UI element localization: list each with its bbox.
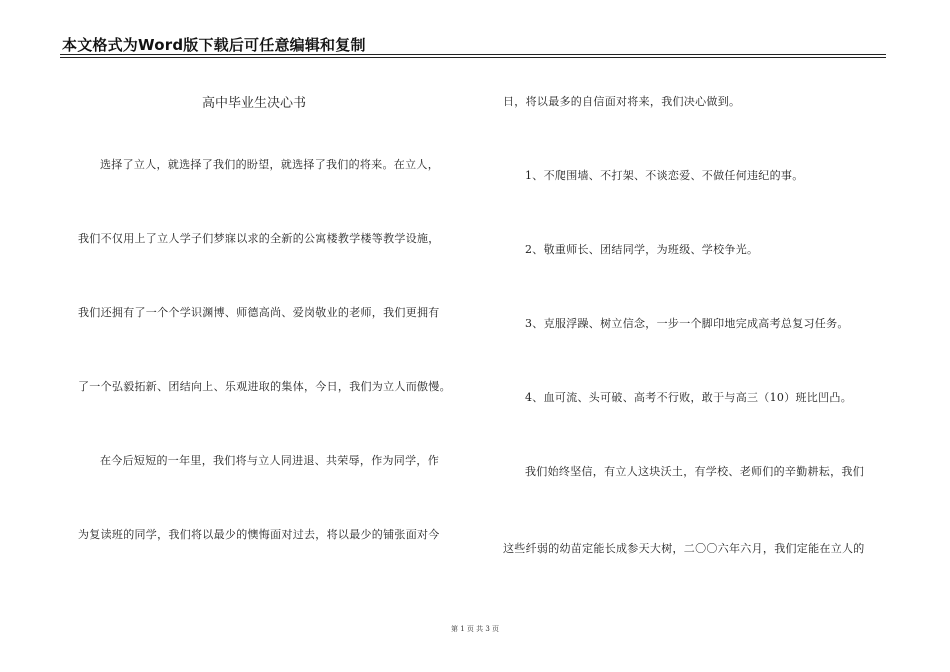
document-title: 高中毕业生决心书 <box>202 96 307 111</box>
paragraph-line: 我们始终坚信，有立人这块沃土，有学校、老师们的辛勤耕耘，我们 <box>525 465 864 478</box>
list-item: 3、克服浮躁、树立信念，一步一个脚印地完成高考总复习任务。 <box>525 317 849 330</box>
paragraph-line: 选择了立人，就选择了我们的盼望，就选择了我们的将来。在立人， <box>100 158 439 171</box>
list-item: 4、血可流、头可破、高考不行败，敢于与高三（10）班比凹凸。 <box>525 391 852 404</box>
document-banner: 本文格式为Word版下载后可任意编辑和复制 <box>62 36 366 54</box>
list-item: 1、不爬围墙、不打架、不谈恋爱、不做任何违纪的事。 <box>525 169 804 182</box>
paragraph-line: 在今后短短的一年里，我们将与立人同进退、共荣辱，作为同学，作 <box>100 454 439 467</box>
paragraph-line: 这些纤弱的幼苗定能长成参天大树，二〇〇六年六月，我们定能在立人的 <box>503 542 865 555</box>
paragraph-line: 我们还拥有了一个个学识渊博、师德高尚、爱岗敬业的老师，我们更拥有 <box>78 306 440 319</box>
paragraph-line: 日，将以最多的自信面对将来，我们决心做到。 <box>503 95 741 108</box>
paragraph-line: 为复读班的同学，我们将以最少的懊悔面对过去，将以最少的铺张面对今 <box>78 528 440 541</box>
paragraph-line: 我们不仅用上了立人学子们梦寐以求的全新的公寓楼教学楼等教学设施， <box>78 232 440 245</box>
page-number: 第 1 页 共 3 页 <box>450 625 500 633</box>
header-rule-bottom <box>60 57 886 58</box>
list-item: 2、敬重师长、团结同学，为班级、学校争光。 <box>525 243 759 256</box>
paragraph-line: 了一个弘毅拓新、团结向上、乐观进取的集体，今日，我们为立人而傲慢。 <box>78 380 451 393</box>
header-rule-top <box>60 54 886 55</box>
